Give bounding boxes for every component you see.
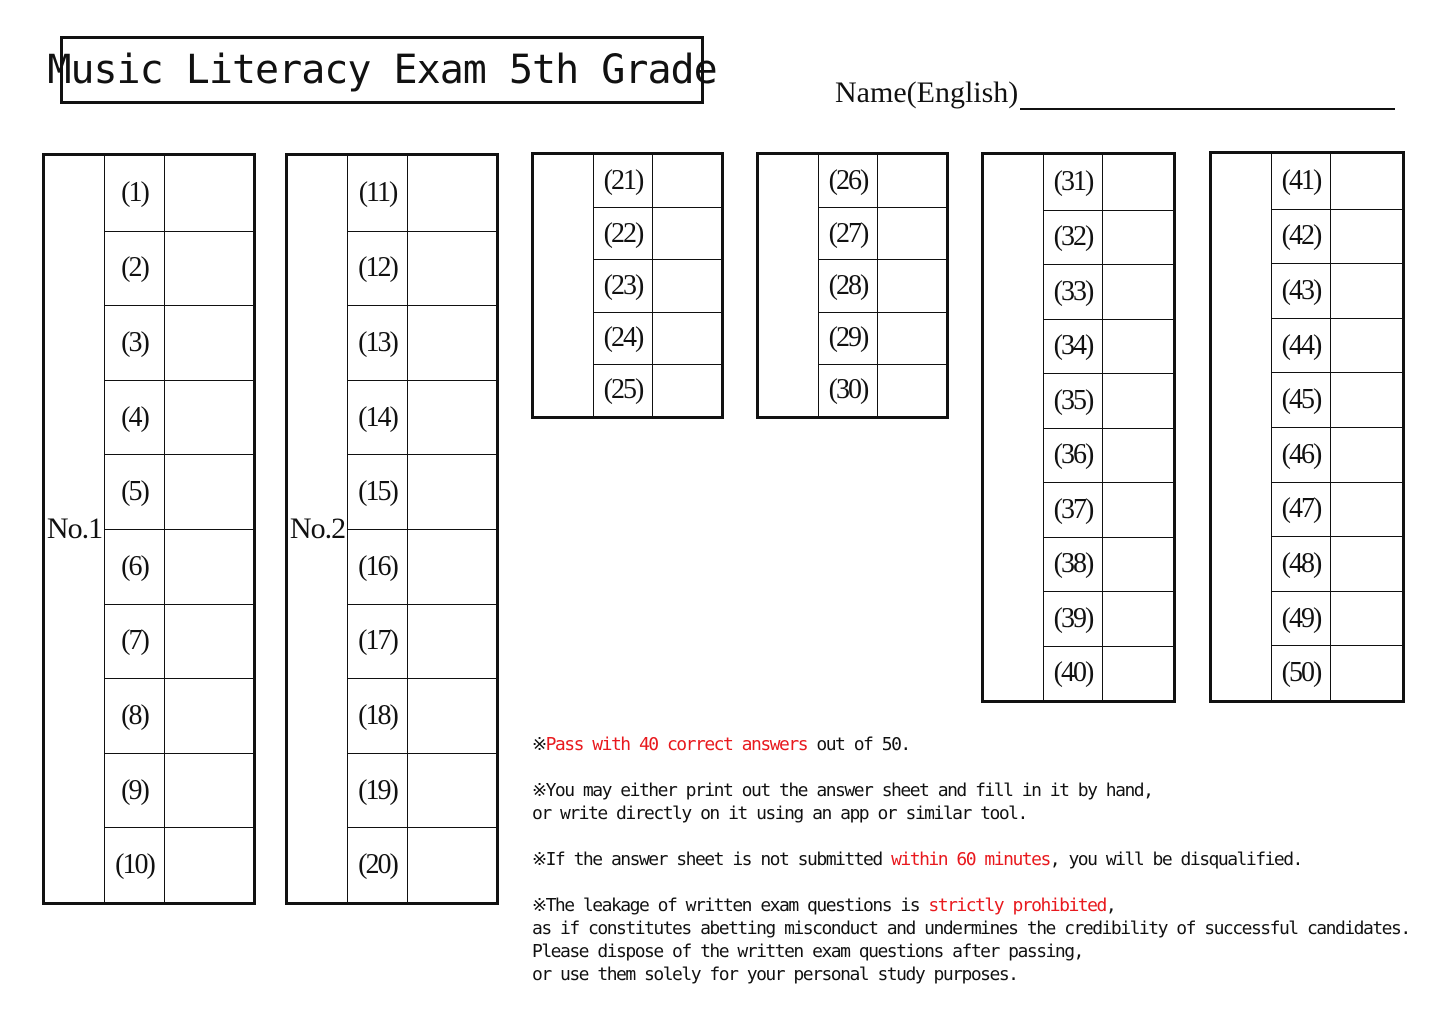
- answer-cell[interactable]: [407, 604, 496, 679]
- section-label: [759, 155, 818, 416]
- question-number: (7): [104, 604, 164, 679]
- question-number: (28): [818, 259, 877, 311]
- answer-cell[interactable]: [1330, 209, 1402, 264]
- answer-cell[interactable]: [164, 305, 253, 380]
- answer-cell[interactable]: [407, 753, 496, 828]
- answer-cell[interactable]: [407, 529, 496, 604]
- question-number: (27): [818, 207, 877, 259]
- answer-cell[interactable]: [1330, 154, 1402, 209]
- answer-cell[interactable]: [1330, 536, 1402, 591]
- answer-cell[interactable]: [877, 155, 946, 207]
- question-number: (21): [593, 155, 652, 207]
- answer-cell[interactable]: [1330, 482, 1402, 537]
- exam-title: Music Literacy Exam 5th Grade: [47, 47, 717, 93]
- question-number: (16): [347, 529, 407, 604]
- question-number: (37): [1043, 482, 1102, 537]
- question-number: (9): [104, 753, 164, 828]
- answer-cell[interactable]: [652, 207, 721, 259]
- question-number: (23): [593, 259, 652, 311]
- question-number: (11): [347, 156, 407, 231]
- answer-cell[interactable]: [407, 156, 496, 231]
- answer-cell[interactable]: [164, 156, 253, 231]
- answer-cell[interactable]: [407, 231, 496, 306]
- question-number: (50): [1271, 645, 1330, 700]
- section-label: [984, 155, 1043, 700]
- answer-cell[interactable]: [1330, 645, 1402, 700]
- name-label: Name(English): [835, 76, 1019, 109]
- answer-cell[interactable]: [1102, 428, 1173, 483]
- answer-cell[interactable]: [164, 678, 253, 753]
- question-number: (32): [1043, 210, 1102, 265]
- answer-cell[interactable]: [407, 305, 496, 380]
- note-leakage-policy: ※The leakage of written exam questions is strictly prohibited, as if constitutes abetting misconduct and undermines the credibility of successful candidates. Please dispose of the written exam questions after passing, or use them solely for your personal study purposes.: [532, 895, 1410, 985]
- question-number: (49): [1271, 591, 1330, 646]
- answer-cell[interactable]: [1102, 155, 1173, 210]
- answer-cell[interactable]: [652, 312, 721, 364]
- question-number: (31): [1043, 155, 1102, 210]
- question-number: (38): [1043, 537, 1102, 592]
- answer-cell[interactable]: [1330, 372, 1402, 427]
- note-pass-criteria: ※Pass with 40 correct answers out of 50.: [532, 734, 910, 755]
- answer-cell[interactable]: [407, 454, 496, 529]
- question-number: (24): [593, 312, 652, 364]
- question-number: (41): [1271, 154, 1330, 209]
- question-number: (10): [104, 827, 164, 902]
- answer-cell[interactable]: [1102, 373, 1173, 428]
- answer-cell[interactable]: [1330, 263, 1402, 318]
- exam-title-box: [47, 36, 717, 104]
- answer-cell[interactable]: [652, 155, 721, 207]
- question-number: (29): [818, 312, 877, 364]
- answer-cell[interactable]: [1102, 646, 1173, 701]
- question-number: (3): [104, 305, 164, 380]
- answer-cell[interactable]: [1330, 318, 1402, 373]
- question-number: (20): [347, 827, 407, 902]
- answer-cell[interactable]: [1330, 427, 1402, 482]
- question-number: (25): [593, 364, 652, 416]
- question-number: (4): [104, 380, 164, 455]
- answer-cell[interactable]: [164, 753, 253, 828]
- question-number: (22): [593, 207, 652, 259]
- answer-cell[interactable]: [652, 259, 721, 311]
- question-number: (47): [1271, 482, 1330, 537]
- answer-block-26-30: [756, 152, 949, 419]
- note-submission-method: ※You may either print out the answer sheet and fill in it by hand, or write directly on it using an app or similar tool.: [532, 780, 1153, 824]
- answer-block-21-25: [531, 152, 724, 419]
- question-number: (6): [104, 529, 164, 604]
- question-number: (33): [1043, 264, 1102, 319]
- answer-cell[interactable]: [877, 259, 946, 311]
- question-number: (34): [1043, 319, 1102, 374]
- answer-block-no1: [42, 153, 256, 905]
- question-number: (1): [104, 156, 164, 231]
- question-number: (19): [347, 753, 407, 828]
- answer-cell[interactable]: [164, 380, 253, 455]
- question-number: (8): [104, 678, 164, 753]
- answer-cell[interactable]: [652, 364, 721, 416]
- question-number: (46): [1271, 427, 1330, 482]
- section-label: [534, 155, 593, 416]
- question-number: (12): [347, 231, 407, 306]
- question-number: (45): [1271, 372, 1330, 427]
- section-label: [1212, 154, 1271, 700]
- answer-cell[interactable]: [1102, 537, 1173, 592]
- question-number: (40): [1043, 646, 1102, 701]
- section-label: No.1: [46, 511, 103, 545]
- answer-cell[interactable]: [1102, 319, 1173, 374]
- answer-cell[interactable]: [164, 529, 253, 604]
- answer-cell[interactable]: [164, 454, 253, 529]
- answer-cell[interactable]: [407, 827, 496, 902]
- question-number: (13): [347, 305, 407, 380]
- note-time-limit: ※If the answer sheet is not submitted within 60 minutes, you will be disqualified.: [532, 849, 1302, 870]
- question-number: (15): [347, 454, 407, 529]
- answer-block-41-50: [1209, 151, 1405, 703]
- name-input-line[interactable]: [1020, 76, 1395, 110]
- answer-cell[interactable]: [1102, 210, 1173, 265]
- question-number: (14): [347, 380, 407, 455]
- answer-block-no2: [285, 153, 499, 905]
- answer-cell[interactable]: [1102, 264, 1173, 319]
- answer-cell[interactable]: [407, 678, 496, 753]
- question-number: (17): [347, 604, 407, 679]
- question-number: (36): [1043, 428, 1102, 483]
- answer-cell[interactable]: [1330, 591, 1402, 646]
- section-label: No.2: [289, 511, 346, 545]
- question-number: (35): [1043, 373, 1102, 428]
- question-number: (5): [104, 454, 164, 529]
- instructions: [532, 733, 1432, 986]
- answer-cell[interactable]: [1102, 482, 1173, 537]
- question-number: (44): [1271, 318, 1330, 373]
- question-number: (42): [1271, 209, 1330, 264]
- question-number: (26): [818, 155, 877, 207]
- answer-block-31-40: [981, 152, 1176, 703]
- question-number: (39): [1043, 591, 1102, 646]
- answer-cell[interactable]: [877, 207, 946, 259]
- answer-cell[interactable]: [164, 231, 253, 306]
- name-field-area: [835, 70, 1395, 110]
- answer-cell[interactable]: [877, 312, 946, 364]
- answer-cell[interactable]: [164, 604, 253, 679]
- question-number: (18): [347, 678, 407, 753]
- answer-cell[interactable]: [407, 380, 496, 455]
- answer-cell[interactable]: [164, 827, 253, 902]
- question-number: (48): [1271, 536, 1330, 591]
- question-number: (30): [818, 364, 877, 416]
- question-number: (43): [1271, 263, 1330, 318]
- answer-cell[interactable]: [1102, 591, 1173, 646]
- answer-cell[interactable]: [877, 364, 946, 416]
- question-number: (2): [104, 231, 164, 306]
